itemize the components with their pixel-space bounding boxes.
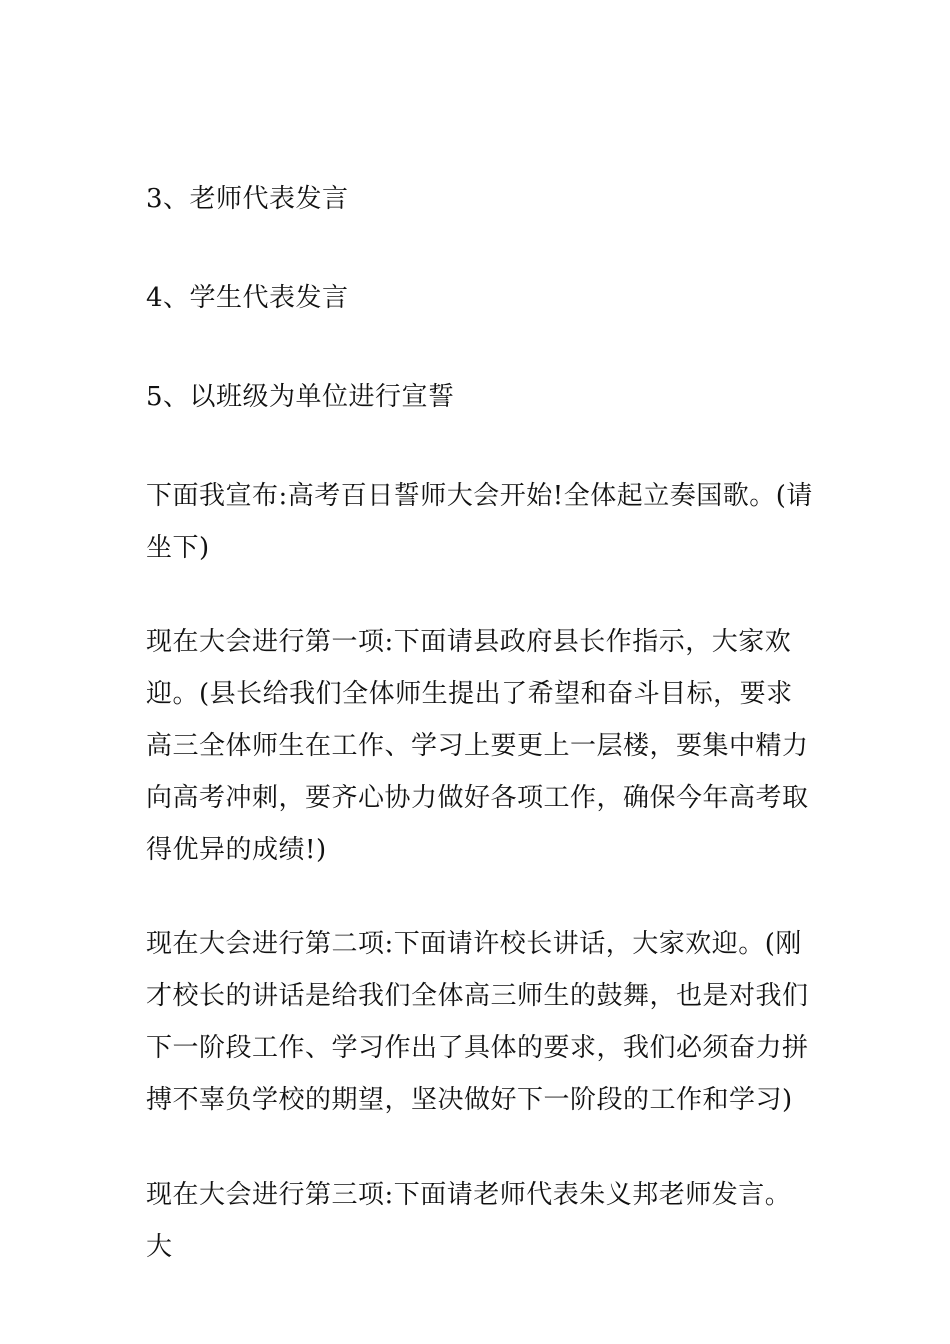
agenda-item-text: 4、学生代表发言 [146,283,349,313]
paragraph-item-one [146,616,816,876]
paragraph-item-two [146,918,816,1126]
agenda-item-5 [146,371,816,423]
paragraph-text: 现在大会进行第三项:下面请老师代表朱义邦老师发言。大 [146,1180,792,1262]
agenda-item-text: 3、老师代表发言 [146,184,349,214]
paragraph-text: 现在大会进行第一项:下面请县政府县长作指示，大家欢迎。(县长给我们全体师生提出了希望和奋斗目标，要求高三全体师生在工作、学习上要更上一层楼，要集中精力向高考冲刺，要齐心协力做好各项工作，确保今年高考取得优异的成绩!) [146,627,809,865]
paragraph-text: 现在大会进行第二项:下面请许校长讲话，大家欢迎。(刚才校长的讲话是给我们全体高三师生的鼓舞，也是对我们下一阶段工作、学习作出了具体的要求，我们必须奋力拼搏不辜负学校的期望，坚决做好下一阶段的工作和学习) [146,929,809,1115]
paragraph-text: 下面我宣布:高考百日誓师大会开始!全体起立奏国歌。(请坐下) [146,481,813,563]
paragraph-item-three [146,1169,816,1273]
agenda-item-text: 5、以班级为单位进行宣誓 [146,382,455,412]
agenda-item-3 [146,173,816,225]
agenda-item-4 [146,272,816,324]
paragraph-opening [146,470,816,574]
